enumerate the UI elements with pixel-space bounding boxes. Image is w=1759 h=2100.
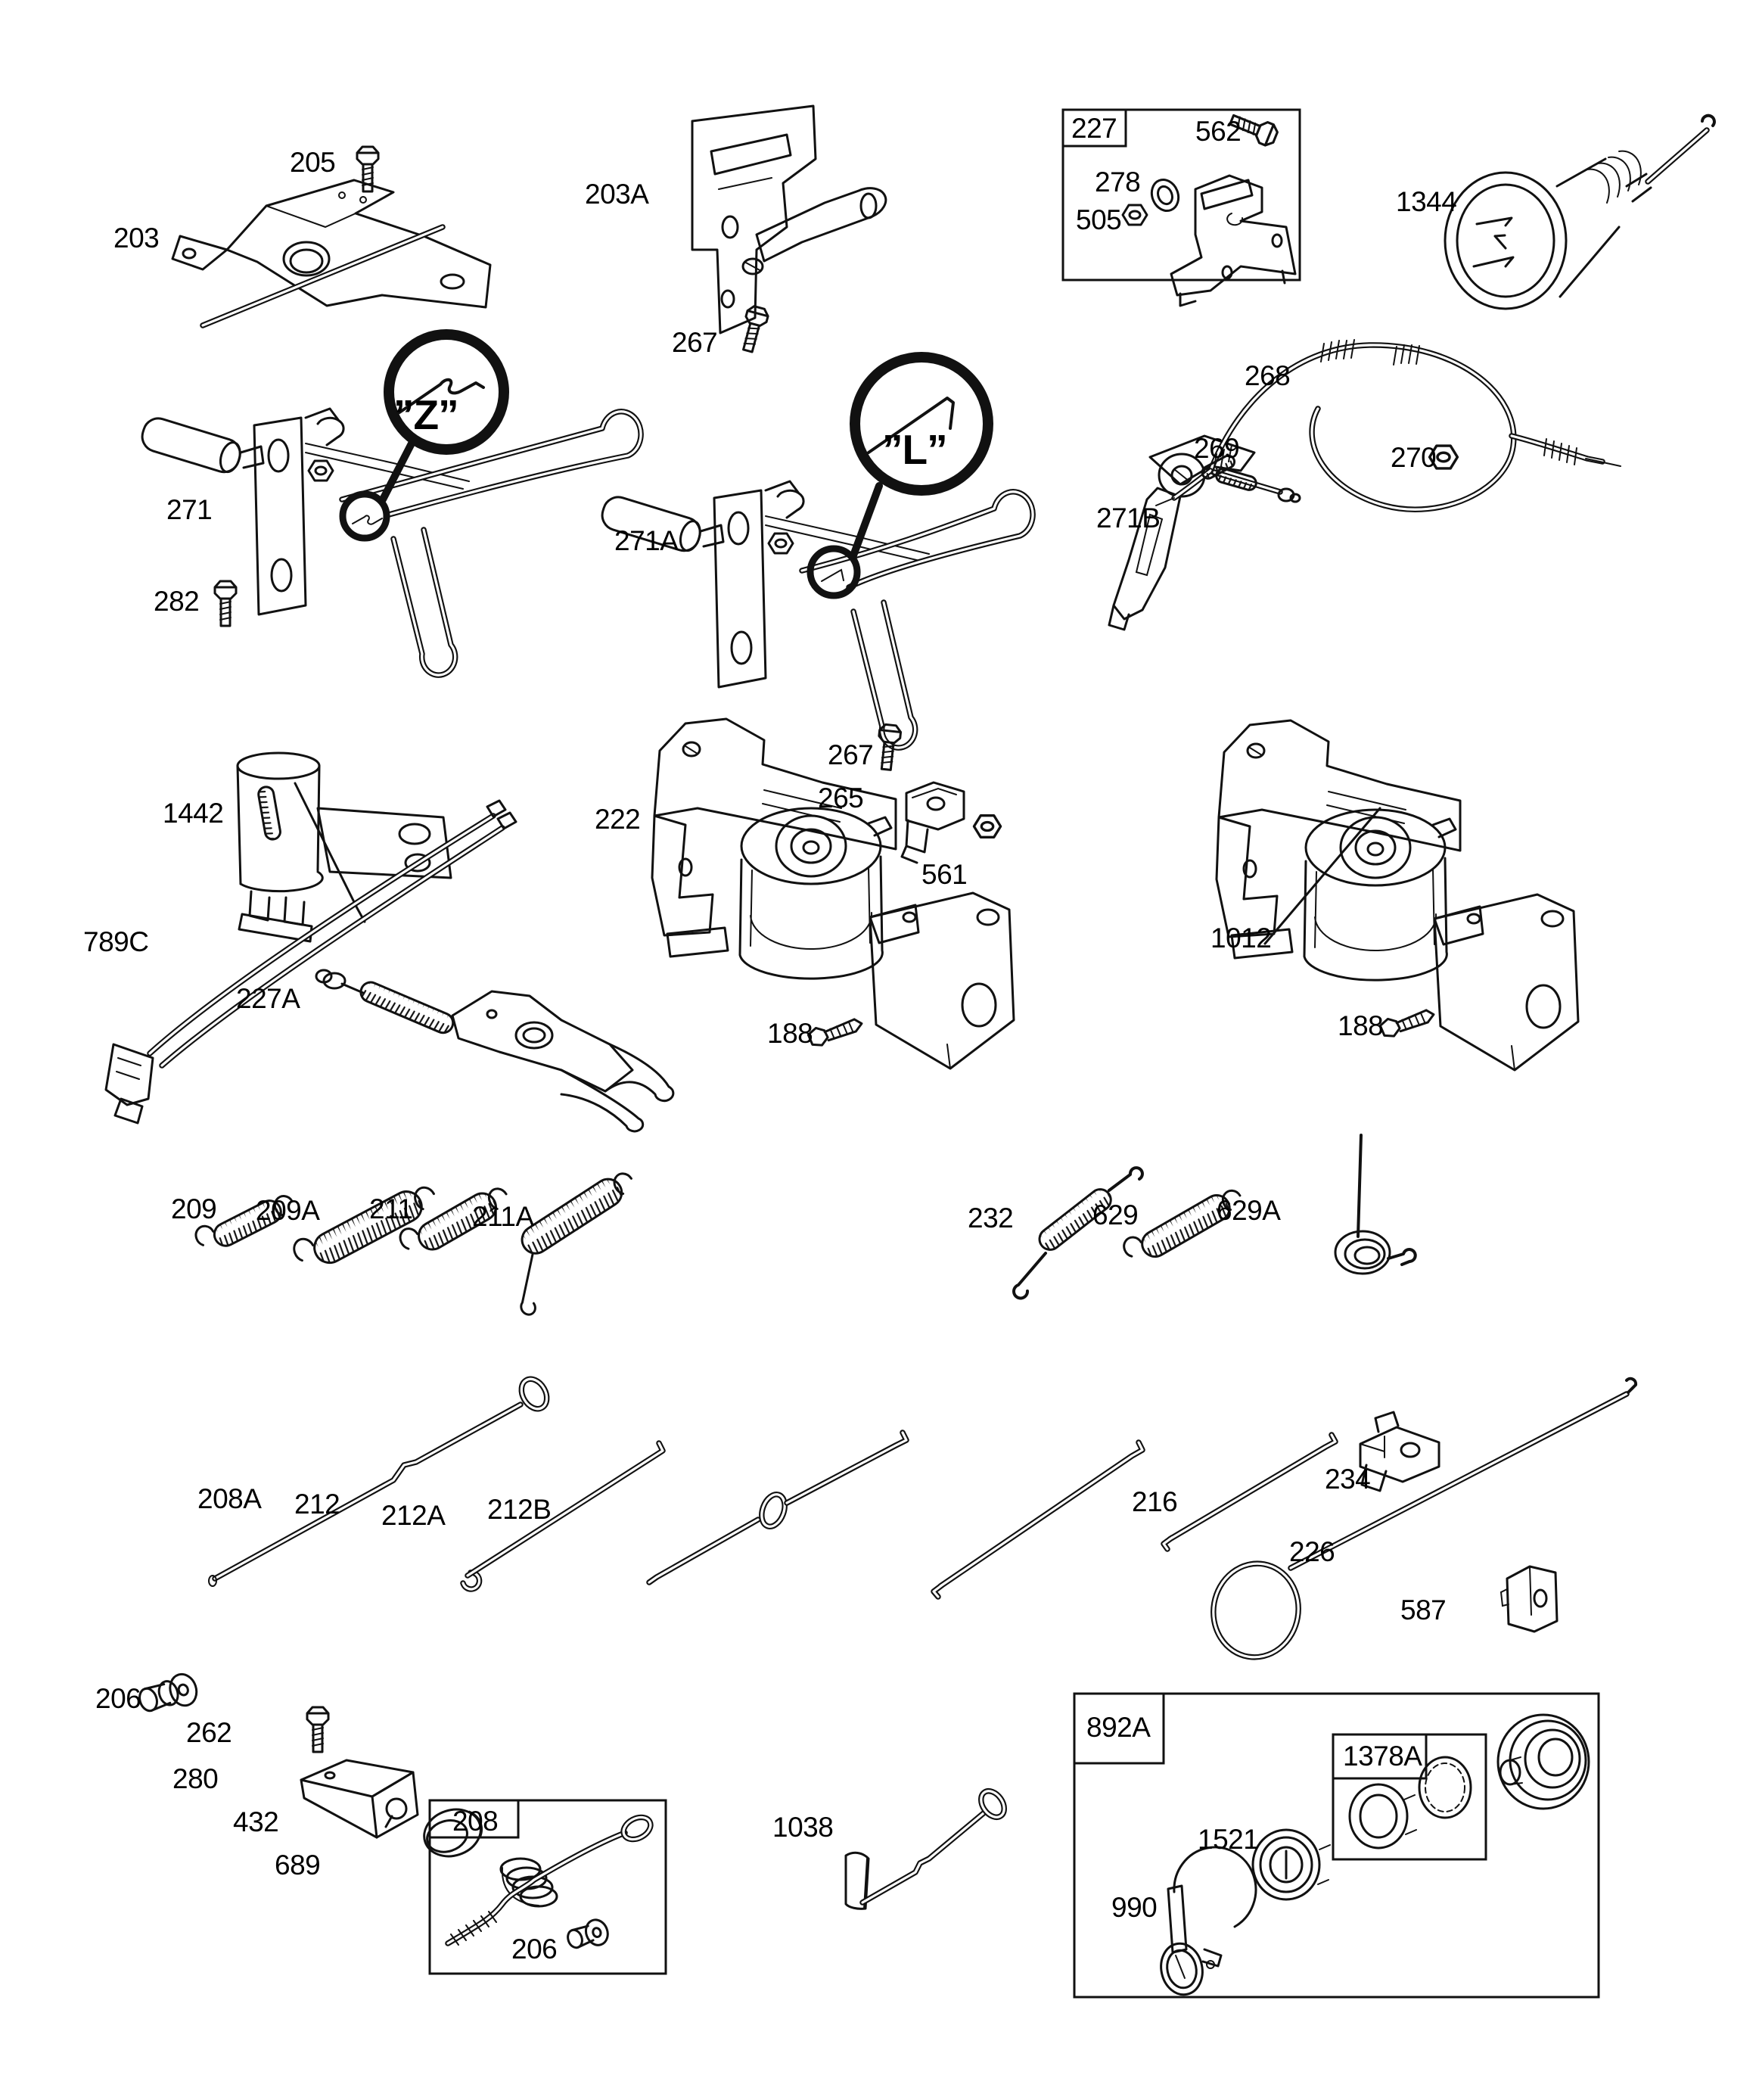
part-label-227-box: 227 bbox=[1071, 113, 1117, 144]
part-216-rod bbox=[1164, 1435, 1335, 1549]
part-label-188-left: 188 bbox=[767, 1018, 813, 1049]
part-1378A-seal bbox=[1350, 1784, 1416, 1848]
part-label-789C: 789C bbox=[83, 926, 149, 957]
part-265-clamp bbox=[902, 782, 964, 863]
part-label-270: 270 bbox=[1391, 442, 1437, 473]
part-label-561: 561 bbox=[921, 859, 968, 890]
part-label-208-box: 208 bbox=[452, 1806, 499, 1837]
part-label-587: 587 bbox=[1400, 1594, 1447, 1626]
part-label-629A: 629A bbox=[1217, 1195, 1281, 1226]
part-label-562: 562 bbox=[1195, 116, 1242, 147]
part-label-206-left: 206 bbox=[95, 1683, 141, 1714]
part-188-screw-left bbox=[807, 1016, 865, 1048]
part-label-267-right: 267 bbox=[828, 739, 874, 770]
part-label-208A: 208A bbox=[197, 1483, 262, 1514]
part-587-block bbox=[1501, 1566, 1557, 1632]
part-label-222: 222 bbox=[595, 804, 641, 835]
part-206-screw-left bbox=[136, 1671, 200, 1719]
part-203-bracket bbox=[172, 180, 490, 325]
part-label-689: 689 bbox=[275, 1850, 321, 1881]
part-1521-bearing bbox=[1253, 1830, 1330, 1899]
part-232-spring bbox=[1014, 1168, 1142, 1298]
part-789C-harness bbox=[106, 798, 516, 1123]
part-206-screw-box bbox=[564, 1917, 611, 1955]
part-262-bolt bbox=[307, 1707, 328, 1752]
part-label-212A: 212A bbox=[381, 1500, 446, 1531]
part-203A-bracket bbox=[692, 106, 886, 333]
part-212A-rod bbox=[649, 1433, 906, 1582]
part-label-211: 211 bbox=[369, 1193, 413, 1224]
part-1378A-ring bbox=[1419, 1757, 1471, 1818]
part-282-bolt bbox=[215, 581, 236, 626]
part-1038-rod bbox=[846, 1787, 1009, 1909]
part-234-clip bbox=[1360, 1412, 1439, 1491]
part-label-271A: 271A bbox=[614, 525, 679, 556]
part-label-432: 432 bbox=[233, 1806, 279, 1837]
part-label-205: 205 bbox=[290, 147, 336, 178]
part-label-211A: 211A bbox=[472, 1201, 534, 1232]
part-label-629: 629 bbox=[1092, 1199, 1139, 1230]
part-267-bolt-top bbox=[738, 305, 769, 353]
part-278-washer bbox=[1147, 176, 1183, 215]
part-label-268: 268 bbox=[1245, 360, 1291, 391]
part-label-209: 209 bbox=[171, 1193, 217, 1224]
part-label-216: 216 bbox=[1132, 1486, 1178, 1517]
part-188-screw-right bbox=[1379, 1007, 1437, 1039]
part-label-1378A: 1378A bbox=[1343, 1741, 1422, 1772]
part-label-265: 265 bbox=[818, 782, 864, 814]
part-label-212B: 212B bbox=[487, 1494, 552, 1525]
part-227-bracket bbox=[1171, 176, 1295, 306]
part-label-209A: 209A bbox=[256, 1195, 320, 1226]
part-271-control bbox=[138, 409, 641, 675]
part-892A-knob bbox=[1498, 1715, 1589, 1809]
part-label-227A: 227A bbox=[236, 983, 300, 1014]
part-label-234: 234 bbox=[1325, 1464, 1371, 1495]
part-227A-lever bbox=[316, 970, 673, 1131]
part-label-271: 271 bbox=[166, 494, 213, 525]
callout-label-z: ”Z” bbox=[393, 391, 458, 438]
part-label-1012: 1012 bbox=[1210, 922, 1272, 954]
part-label-203A: 203A bbox=[585, 179, 649, 210]
part-label-188-right: 188 bbox=[1338, 1010, 1384, 1041]
part-label-278: 278 bbox=[1095, 166, 1141, 198]
part-205-bolt bbox=[357, 147, 378, 191]
callout-label-l: ”L” bbox=[882, 426, 947, 473]
part-label-262: 262 bbox=[186, 1717, 232, 1748]
part-211A-spring bbox=[486, 1166, 664, 1317]
part-222-assembly bbox=[652, 719, 1014, 1069]
part-629A-torsion-spring bbox=[1335, 1135, 1416, 1274]
part-505-nut bbox=[1123, 205, 1147, 225]
part-label-1442: 1442 bbox=[163, 798, 224, 829]
part-label-892A: 892A bbox=[1086, 1712, 1151, 1743]
part-label-282: 282 bbox=[154, 586, 200, 617]
part-1012-assembly bbox=[1217, 720, 1578, 1070]
part-label-267-top: 267 bbox=[672, 327, 718, 358]
part-label-269: 269 bbox=[1194, 433, 1240, 464]
part-label-990: 990 bbox=[1111, 1892, 1158, 1923]
part-990-bracket bbox=[1157, 1847, 1256, 1999]
part-271A-control bbox=[598, 481, 1033, 748]
part-label-1038: 1038 bbox=[772, 1812, 834, 1843]
part-label-206-box: 206 bbox=[511, 1934, 558, 1965]
box-892A bbox=[1074, 1694, 1599, 1997]
part-1344-knob bbox=[1445, 116, 1714, 309]
part-label-1521: 1521 bbox=[1198, 1824, 1259, 1855]
part-label-212: 212 bbox=[294, 1489, 340, 1520]
part-561-nut bbox=[974, 816, 1000, 838]
part-label-226: 226 bbox=[1289, 1536, 1335, 1567]
part-212B-rod bbox=[934, 1442, 1142, 1597]
part-label-1344: 1344 bbox=[1396, 186, 1457, 217]
part-label-271B: 271B bbox=[1096, 502, 1161, 534]
part-label-505: 505 bbox=[1076, 204, 1122, 235]
part-label-280: 280 bbox=[172, 1763, 219, 1794]
part-280-bracket bbox=[301, 1760, 418, 1837]
part-label-232: 232 bbox=[968, 1202, 1014, 1234]
part-label-203: 203 bbox=[113, 222, 160, 254]
